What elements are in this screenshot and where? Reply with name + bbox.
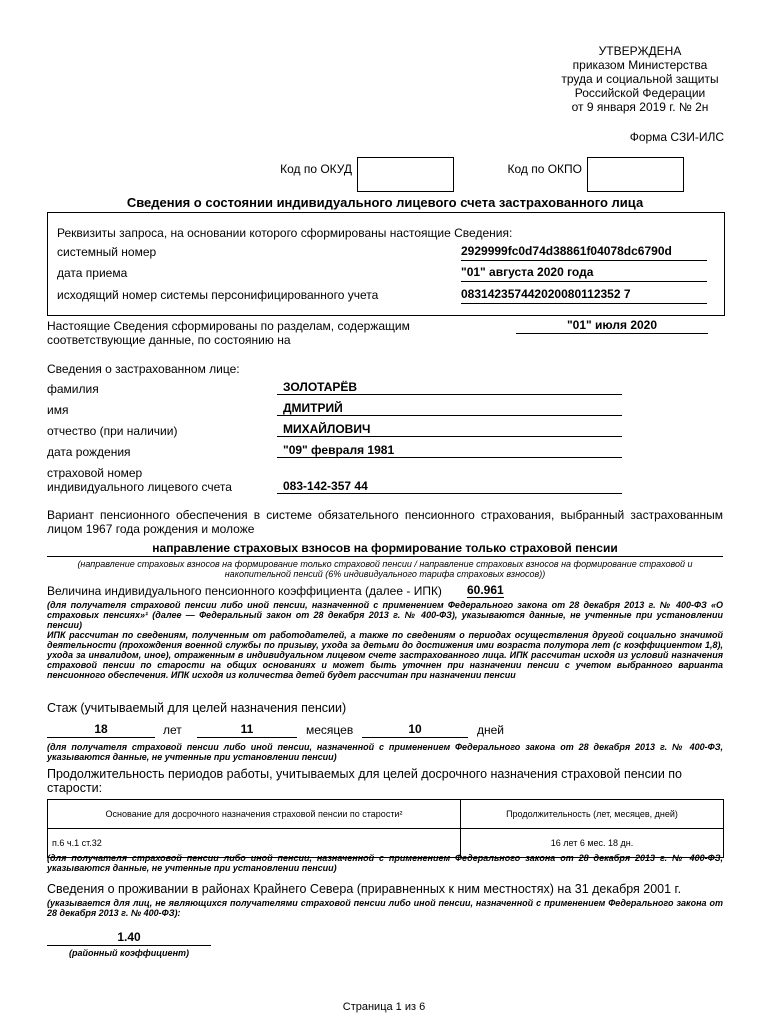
early-table xyxy=(47,799,724,858)
okpo-box xyxy=(587,157,684,192)
surname-value: ЗОЛОТАРЁВ xyxy=(277,380,622,395)
stazh-days-label: дней xyxy=(477,723,505,737)
early-row-basis: п.6 ч.1 ст.32 xyxy=(48,829,461,858)
formed-text xyxy=(47,319,410,347)
early-label: Продолжительность периодов работы, учитываемых для целей досрочного назначения страховой пенсии по старости: xyxy=(47,767,682,795)
formed-line-2: соответствующие данные, по состоянию на xyxy=(47,333,291,347)
insured-header: Сведения о застрахованном лице: xyxy=(47,362,240,376)
name-value: ДМИТРИЙ xyxy=(277,401,622,416)
snils-value: 083-142-357 44 xyxy=(277,479,622,494)
surname-label: фамилия xyxy=(47,382,99,396)
patronymic-label: отчество (при наличии) xyxy=(47,424,178,438)
north-note: (указывается для лиц, не являющихся получателями страховой пенсии либо иной пенсии, назначенной с применением Федерального закона от 28 декабря 2013 г. № 400-ФЗ): xyxy=(47,898,723,918)
outgoing-number-label: исходящий номер системы персонифицированного учета xyxy=(57,288,379,302)
north-coefficient: 1.40 xyxy=(47,930,211,946)
ipk-note-1: (для получателя страховой пенсии либо иной пенсии, назначенной с применением Федерального закона от 28 декабря 2013 г. № 400-ФЗ «О страховых пенсиях»¹ (далее — Федеральный закон от 28 декабря 2013 г. № 400-ФЗ), указываются данные, не учтенные при установлении пенсии) xyxy=(47,600,723,630)
system-number-value: 2929999fc0d74d38861f04078dc6790d xyxy=(461,244,707,261)
patronymic-value: МИХАЙЛОВИЧ xyxy=(277,422,622,437)
stazh-days: 10 xyxy=(362,722,468,738)
north-label: Сведения о проживании в районах Крайнего Севера (приравненных к ним местностях) на 31 декабря 2001 г. xyxy=(47,882,682,896)
formed-line-1: Настоящие Сведения сформированы по разделам, содержащим xyxy=(47,319,410,333)
outgoing-number-value: 083142357442020080112352 7 xyxy=(461,287,707,304)
stazh-years: 18 xyxy=(47,722,155,738)
formed-date: "01" июля 2020 xyxy=(516,318,708,334)
okud-box xyxy=(357,157,454,192)
form-name: Форма СЗИ-ИЛС xyxy=(629,130,724,144)
approval-line-4: Российской Федерации xyxy=(574,86,706,100)
stazh-months: 11 xyxy=(197,722,297,738)
stazh-years-label: лет xyxy=(163,723,182,737)
system-number-label: системный номер xyxy=(57,245,157,259)
birth-label: дата рождения xyxy=(47,445,131,459)
approval-line-3: труда и социальной защиты xyxy=(561,72,719,86)
document-title: Сведения о состоянии индивидуального лицевого счета застрахованного лица xyxy=(126,195,644,210)
request-date-value: "01" августа 2020 года xyxy=(461,265,707,282)
birth-value: "09" февраля 1981 xyxy=(277,443,622,458)
early-row-duration: 16 лет 6 мес. 18 дн. xyxy=(461,829,724,858)
request-date-label: дата приема xyxy=(57,266,128,280)
ipk-label: Величина индивидуального пенсионного коэффициента (далее - ИПК) xyxy=(47,584,442,598)
approval-line-2: приказом Министерства xyxy=(572,58,708,72)
request-header: Реквизиты запроса, на основании которого сформированы настоящие Сведения: xyxy=(57,226,513,240)
okpo-label: Код по ОКПО xyxy=(507,162,582,176)
ipk-value: 60.961 xyxy=(467,583,504,597)
ipk-note-2: ИПК рассчитан по сведениям, полученным от работодателей, а также по сведениям о периодах осуществления другой социально значимой деятельности (прохождения военной службы по призыву, ухода за детьми до достижения ими возраста полутора лет (с коэффициентом 1,8), ухода за инвалидом, иное), отраженным в индивидуальном лицевом счете застрахованного лица. ИПК рассчитан исходя из условий назначения страховой пенсии по старости на общих основаниях и может быть уточнен при назначении пенсии с учетом выбранного варианта пенсионного обеспечения. ИПК исходя из количества детей будет рассчитан при назначении пенсии xyxy=(47,630,723,680)
early-col-basis: Основание для досрочного назначения страховой пенсии по старости² xyxy=(48,800,461,829)
snils-label xyxy=(47,466,232,494)
variant-note: (направление страховых взносов на формирование только страховой пенсии / направление страховых взносов на формирование страховой и накопительной пенсий (6% индивидуального тарифа страховых взносов)) xyxy=(77,559,693,579)
early-note: (для получателя страховой пенсии либо иной пенсии, назначенной с применением Федерального закона от 28 декабря 2013 г. № 400-ФЗ, указываются данные, не учтенные при установлении пенсии) xyxy=(47,853,723,873)
stazh-note: (для получателя страховой пенсии либо иной пенсии, назначенной с применением Федерального закона от 28 декабря 2013 г. № 400-ФЗ, указываются данные, не учтенные при установлении пенсии) xyxy=(47,742,723,762)
snils-label-line-2: индивидуального лицевого счета xyxy=(47,480,232,494)
name-label: имя xyxy=(47,403,69,417)
variant-value: направление страховых взносов на формирование только страховой пенсии xyxy=(47,541,723,557)
stazh-months-label: месяцев xyxy=(306,723,354,737)
page-number: Страница 1 из 6 xyxy=(342,1001,426,1013)
early-col-duration: Продолжительность (лет, месяцев, дней) xyxy=(461,800,724,829)
stazh-label: Стаж (учитываемый для целей назначения пенсии) xyxy=(47,701,347,715)
okud-label: Код по ОКУД xyxy=(280,162,352,176)
north-coefficient-label: (районный коэффициент) xyxy=(68,948,189,958)
variant-text: Вариант пенсионного обеспечения в системе обязательного пенсионного страхования, выбранный застрахованным лицом 1967 года рождения и моложе xyxy=(47,508,723,536)
approval-line-1: УТВЕРЖДЕНА xyxy=(598,44,682,58)
approval-block xyxy=(540,44,740,114)
snils-label-line-1: страховой номер xyxy=(47,466,143,480)
early-table-header xyxy=(48,800,724,829)
approval-line-5: от 9 января 2019 г. № 2н xyxy=(571,100,709,114)
